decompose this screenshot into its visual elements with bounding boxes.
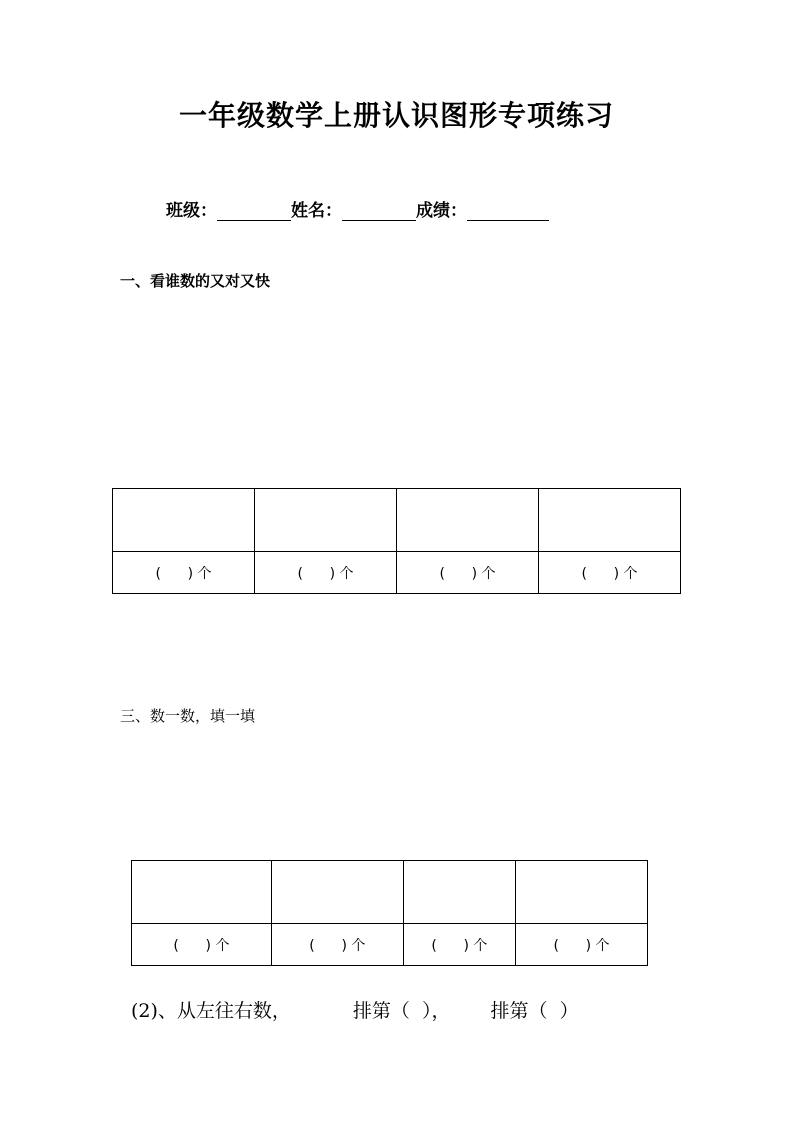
shape-cell (255, 489, 397, 552)
table-row (132, 924, 648, 966)
score-blank[interactable] (467, 200, 549, 221)
shape-cell (539, 489, 681, 552)
question-2-rank-1[interactable]: 排第（ ）， (352, 1000, 451, 1022)
section1-heading: 一、看谁数的又对又快 (120, 272, 271, 290)
table-row (113, 552, 681, 594)
count-answer-cell[interactable]: ( ) 个 (403, 924, 515, 966)
page-title: 一年级数学上册认识图形专项练习 (178, 99, 614, 132)
table-row (132, 861, 648, 924)
question-2 (131, 996, 579, 1023)
table-row (113, 489, 681, 552)
score-label: 成绩： (416, 201, 467, 221)
count-answer-cell[interactable]: ( ) 个 (539, 552, 681, 594)
shape-cell (132, 861, 272, 924)
section3-count-table (131, 860, 648, 966)
shape-cell (516, 861, 648, 924)
name-blank[interactable] (342, 200, 416, 221)
shape-cell (403, 861, 515, 924)
section3-heading: 三、数一数，填一填 (120, 707, 256, 725)
count-answer-cell[interactable]: ( ) 个 (397, 552, 539, 594)
class-label: 班级： (166, 201, 217, 221)
question-2-rank-2[interactable]: 排第（ ） (490, 1000, 579, 1022)
count-answer-cell[interactable]: ( ) 个 (255, 552, 397, 594)
shape-cell (271, 861, 403, 924)
shape-cell (113, 489, 255, 552)
count-answer-cell[interactable]: ( ) 个 (271, 924, 403, 966)
section1-count-table (112, 488, 681, 594)
name-label: 姓名： (291, 201, 342, 221)
count-answer-cell[interactable]: ( ) 个 (113, 552, 255, 594)
count-answer-cell[interactable]: ( ) 个 (132, 924, 272, 966)
question-2-prefix: (2)、从左往右数， (131, 1000, 291, 1022)
student-info-line (166, 196, 549, 221)
count-answer-cell[interactable]: ( ) 个 (516, 924, 648, 966)
shape-cell (397, 489, 539, 552)
class-blank[interactable] (217, 200, 291, 221)
